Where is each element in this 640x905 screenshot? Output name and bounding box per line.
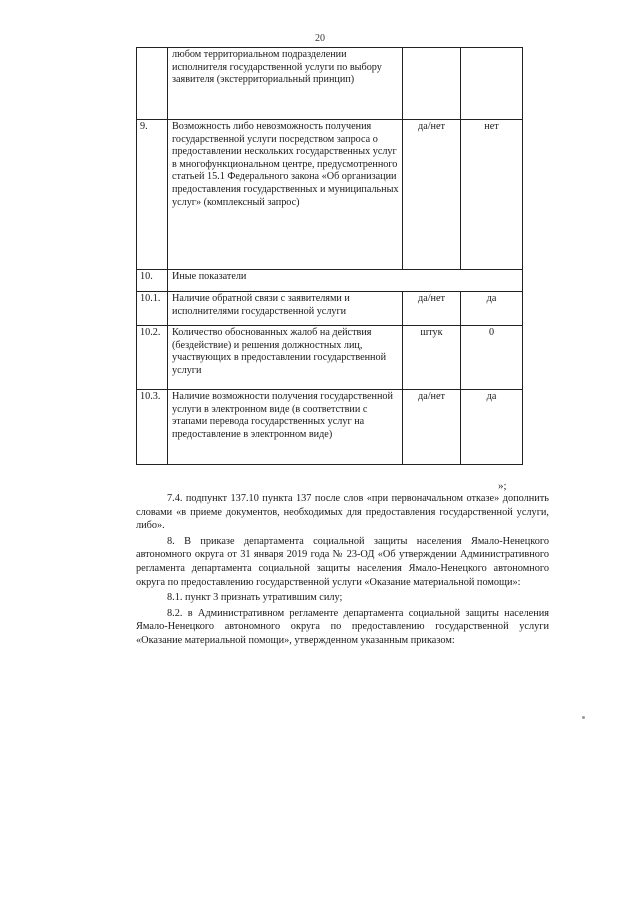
scan-speck <box>582 716 585 719</box>
row-number: 10. <box>137 270 168 292</box>
row-number: 9. <box>137 120 168 270</box>
paragraph: 8.2. в Административном регламенте департамента социальной защиты населения Ямало-Ненецкого автономного округа по предоставлению государственной услуги «Оказание материальной помощи», утвержденном указанным приказом: <box>136 607 549 646</box>
row-value: 0 <box>461 326 523 390</box>
row-number: 10.2. <box>137 326 168 390</box>
row-value: да <box>461 292 523 326</box>
row-value: да <box>461 390 523 465</box>
row-unit: да/нет <box>403 120 461 270</box>
page-number: 20 <box>315 33 325 44</box>
table-row <box>137 292 523 326</box>
paragraph: 8.1. пункт 3 признать утратившим силу; <box>167 592 343 604</box>
row-description: Иные показатели <box>168 270 523 292</box>
table-row <box>137 48 523 120</box>
row-number: 10.3. <box>137 390 168 465</box>
row-value: нет <box>461 120 523 270</box>
table-row <box>137 390 523 465</box>
table-closing-mark: »; <box>498 480 507 492</box>
row-description: Наличие возможности получения государственной услуги в электронном виде (в соответствии с этапами перевода государственных услуг на предоставление в электронном виде) <box>168 390 403 465</box>
paragraph: 8. В приказе департамента социальной защиты населения Ямало-Ненецкого автономного округа от 31 января 2019 года № 23-ОД «Об утверждении Административного регламента департамента социальной защиты населения Ямало-Ненецкого автономного округа по предоставлению государственной услуги «Оказание материальной помощи»: <box>136 535 549 588</box>
row-number: 10.1. <box>137 292 168 326</box>
row-number <box>137 48 168 120</box>
row-description: любом территориальном подразделении исполнителя государственной услуги по выбору заявителя (экстерриториальный принцип) <box>168 48 403 120</box>
row-description: Количество обоснованных жалоб на действия (бездействие) и решения должностных лиц, участвующих в предоставлении государственной услуги <box>168 326 403 390</box>
row-unit: да/нет <box>403 292 461 326</box>
document-body <box>136 492 549 648</box>
row-value <box>461 48 523 120</box>
row-unit: штук <box>403 326 461 390</box>
table-row <box>137 120 523 270</box>
indicators-table <box>136 47 523 465</box>
row-description: Возможность либо невозможность получения государственной услуги посредством запроса о предоставлении нескольких государственных услуг в многофункциональном центре, предусмотренного статьей 15.1 Федерального закона «Об организации предоставления государственных и муниципальных услуг» (комплексный запрос) <box>168 120 403 270</box>
paragraph: 7.4. подпункт 137.10 пункта 137 после слов «при первоначальном отказе» дополнить словами «в приеме документов, необходимых для предоставления государственной услуги, либо». <box>136 493 549 532</box>
row-unit <box>403 48 461 120</box>
row-description: Наличие обратной связи с заявителями и исполнителями государственной услуги <box>168 292 403 326</box>
table-row <box>137 326 523 390</box>
table-row <box>137 270 523 292</box>
row-unit: да/нет <box>403 390 461 465</box>
